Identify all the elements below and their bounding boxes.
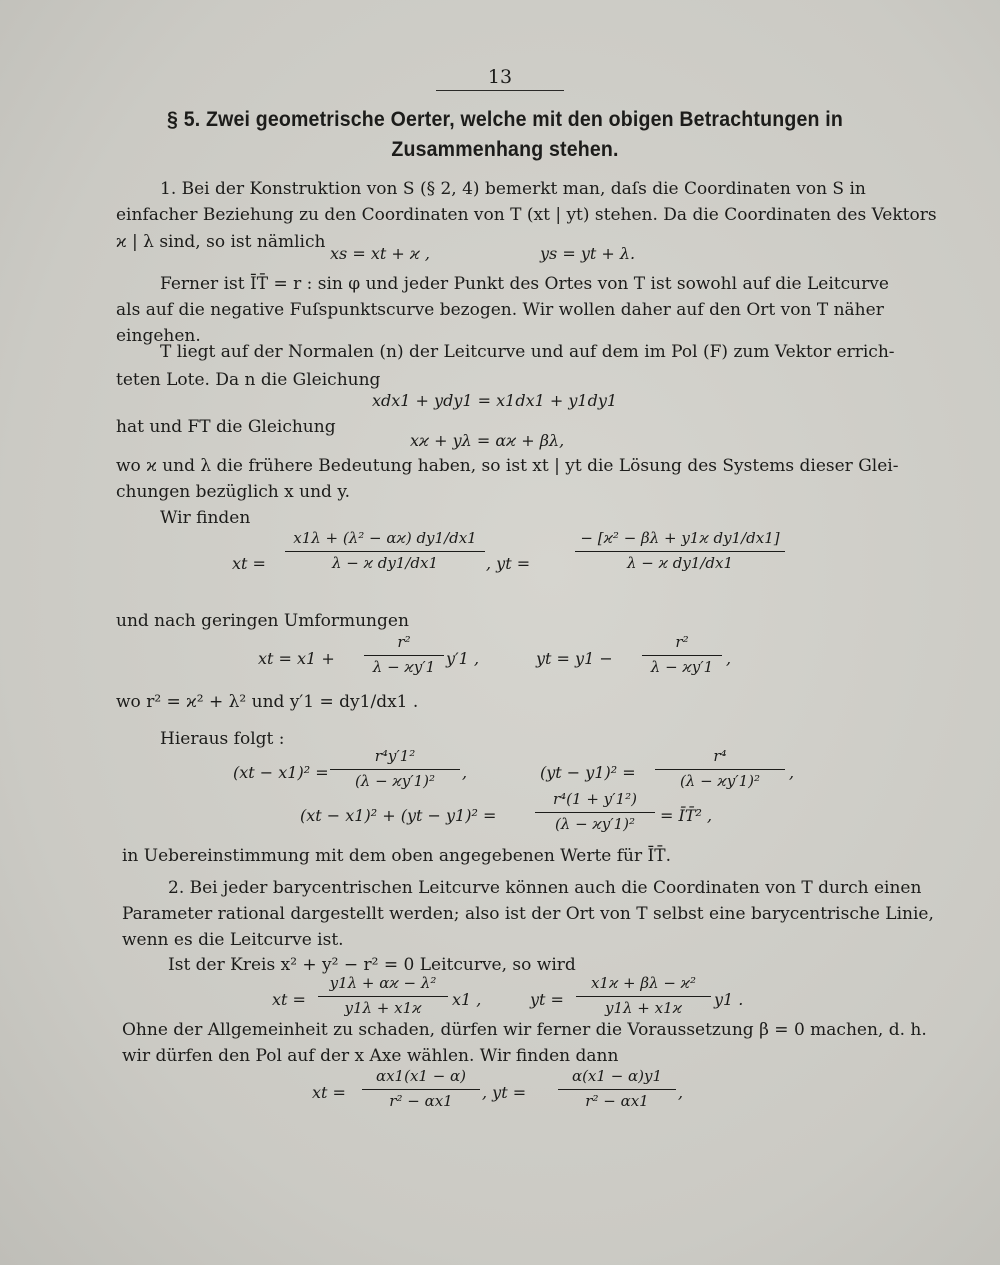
fraction bbox=[330, 746, 460, 793]
fraction bbox=[575, 528, 785, 575]
numerator: r² bbox=[675, 633, 689, 651]
text-line: und nach geringen Umformungen bbox=[116, 611, 409, 631]
equation: xdx1 + ydy1 = x1dx1 + y1dy1 bbox=[372, 391, 618, 410]
fraction-bar bbox=[558, 1089, 676, 1090]
text-line: als auf die negative Fuſspunktscurve bezogen. Wir wollen daher auf den Ort von T näher bbox=[116, 300, 884, 320]
denominator: y1λ + x1ϰ bbox=[344, 998, 422, 1017]
fraction-bar bbox=[575, 551, 785, 552]
equation: y′1 , bbox=[446, 649, 480, 668]
fraction bbox=[535, 789, 655, 836]
text-line: in Uebereinstimmung mit dem oben angegebenen Werte für ĪT̄. bbox=[122, 846, 671, 866]
equation: xt = bbox=[272, 990, 306, 1009]
equation: xt = x1 + bbox=[258, 649, 335, 668]
text-line: hat und FT die Gleichung bbox=[116, 417, 336, 437]
text-line: eingehen. bbox=[116, 326, 201, 346]
text-line: T liegt auf der Normalen (n) der Leitcurve und auf dem im Pol (F) zum Vektor errich- bbox=[160, 342, 895, 362]
text-line: Ist der Kreis x² + y² − r² = 0 Leitcurve, so wird bbox=[168, 955, 576, 975]
fraction bbox=[655, 746, 785, 793]
fraction-bar bbox=[362, 1089, 480, 1090]
text-line: einfacher Beziehung zu den Coordinaten von T (xt | yt) stehen. Da die Coordinaten des Vektors bbox=[116, 205, 937, 225]
equation: , yt = bbox=[486, 554, 531, 573]
text-line: ϰ | λ sind, so ist nämlich bbox=[116, 232, 326, 252]
equation: xt = bbox=[232, 554, 266, 573]
denominator: (λ − ϰy′1)² bbox=[679, 771, 761, 790]
fraction bbox=[285, 528, 485, 575]
fraction-bar bbox=[318, 996, 448, 997]
numerator: r² bbox=[397, 633, 411, 651]
equation: xs = xt + ϰ , bbox=[330, 244, 430, 263]
fraction bbox=[576, 973, 711, 1020]
fraction-bar bbox=[364, 655, 444, 656]
denominator: (λ − ϰy′1)² bbox=[554, 814, 636, 833]
section-heading: § 5. Zwei geometrische Oerter, welche mit den obigen Betrachtungen in bbox=[167, 108, 843, 131]
equation: ys = yt + λ. bbox=[540, 244, 636, 263]
equation: yt = y1 − bbox=[536, 649, 613, 668]
denominator: r² − αx1 bbox=[389, 1091, 453, 1110]
page-number-rule bbox=[436, 90, 564, 91]
equation: yt = bbox=[530, 990, 564, 1009]
equation: x1 , bbox=[452, 990, 482, 1009]
equation: , bbox=[726, 649, 732, 668]
text-line: Hieraus folgt : bbox=[160, 729, 285, 749]
denominator: λ − ϰy′1 bbox=[372, 657, 436, 676]
numerator: r⁴ bbox=[713, 747, 727, 765]
equation: xt = bbox=[312, 1083, 346, 1102]
denominator: y1λ + x1ϰ bbox=[605, 998, 682, 1017]
text-line: wo r² = ϰ² + λ² und y′1 = dy1/dx1 . bbox=[116, 692, 419, 712]
fraction bbox=[318, 973, 448, 1020]
numerator: αx1(x1 − α) bbox=[375, 1067, 467, 1085]
equation: xϰ + yλ = αϰ + βλ, bbox=[410, 431, 565, 450]
text-line: 1. Bei der Konstruktion von S (§ 2, 4) bemerkt man, daſs die Coordinaten von S in bbox=[160, 179, 866, 199]
equation: , bbox=[789, 763, 795, 782]
fraction-bar bbox=[655, 769, 785, 770]
denominator: λ − ϰ dy1/dx1 bbox=[626, 553, 733, 572]
text-line: 2. Bei jeder barycentrischen Leitcurve können auch die Coordinaten von T durch einen bbox=[168, 878, 922, 898]
fraction-bar bbox=[535, 812, 655, 813]
equation: (yt − y1)² = bbox=[540, 763, 636, 782]
equation: y1 . bbox=[714, 990, 744, 1009]
numerator: x1ϰ + βλ − ϰ² bbox=[590, 974, 697, 992]
equation: (xt − x1)² = bbox=[233, 763, 329, 782]
text-line: Ferner ist ĪT̄ = r : sin φ und jeder Punkt des Ortes von T ist sowohl auf die Leitcurve bbox=[160, 274, 889, 294]
equation: , yt = bbox=[482, 1083, 527, 1102]
numerator: y1λ + αϰ − λ² bbox=[329, 974, 437, 992]
numerator: x1λ + (λ² − αϰ) dy1/dx1 bbox=[293, 529, 477, 547]
fraction bbox=[558, 1066, 676, 1113]
equation: = ĪT̄² , bbox=[660, 806, 713, 825]
page-number: 13 bbox=[487, 66, 513, 88]
equation: (xt − x1)² + (yt − y1)² = bbox=[300, 806, 497, 825]
numerator: r⁴y′1² bbox=[374, 747, 416, 765]
text-line: Ohne der Allgemeinheit zu schaden, dürfen wir ferner die Voraussetzung β = 0 machen, d. h. bbox=[122, 1020, 927, 1040]
fraction bbox=[364, 632, 444, 679]
text-line: wo ϰ und λ die frühere Bedeutung haben, so ist xt | yt die Lösung des Systems dieser Glei- bbox=[116, 456, 899, 476]
fraction bbox=[642, 632, 722, 679]
text-line: Wir finden bbox=[160, 508, 251, 528]
denominator: (λ − ϰy′1)² bbox=[354, 771, 436, 790]
equation: , bbox=[678, 1083, 684, 1102]
numerator: − [ϰ² − βλ + y1ϰ dy1/dx1] bbox=[580, 529, 780, 547]
numerator: r⁴(1 + y′1²) bbox=[553, 790, 637, 808]
text-line: wenn es die Leitcurve ist. bbox=[122, 930, 344, 950]
fraction-bar bbox=[330, 769, 460, 770]
numerator: α(x1 − α)y1 bbox=[571, 1067, 663, 1085]
fraction-bar bbox=[285, 551, 485, 552]
fraction-bar bbox=[642, 655, 722, 656]
text-line: teten Lote. Da n die Gleichung bbox=[116, 370, 381, 390]
denominator: λ − ϰy′1 bbox=[650, 657, 714, 676]
denominator: r² − αx1 bbox=[585, 1091, 649, 1110]
equation: , bbox=[462, 763, 468, 782]
text-line: chungen bezüglich x und y. bbox=[116, 482, 351, 502]
section-heading-continued: Zusammenhang stehen. bbox=[391, 138, 619, 161]
fraction bbox=[362, 1066, 480, 1113]
denominator: λ − ϰ dy1/dx1 bbox=[331, 553, 438, 572]
fraction-bar bbox=[576, 996, 711, 997]
text-line: Parameter rational dargestellt werden; also ist der Ort von T selbst eine barycentrische Linie, bbox=[122, 904, 934, 924]
text-line: wir dürfen den Pol auf der x Axe wählen. Wir finden dann bbox=[122, 1046, 619, 1066]
